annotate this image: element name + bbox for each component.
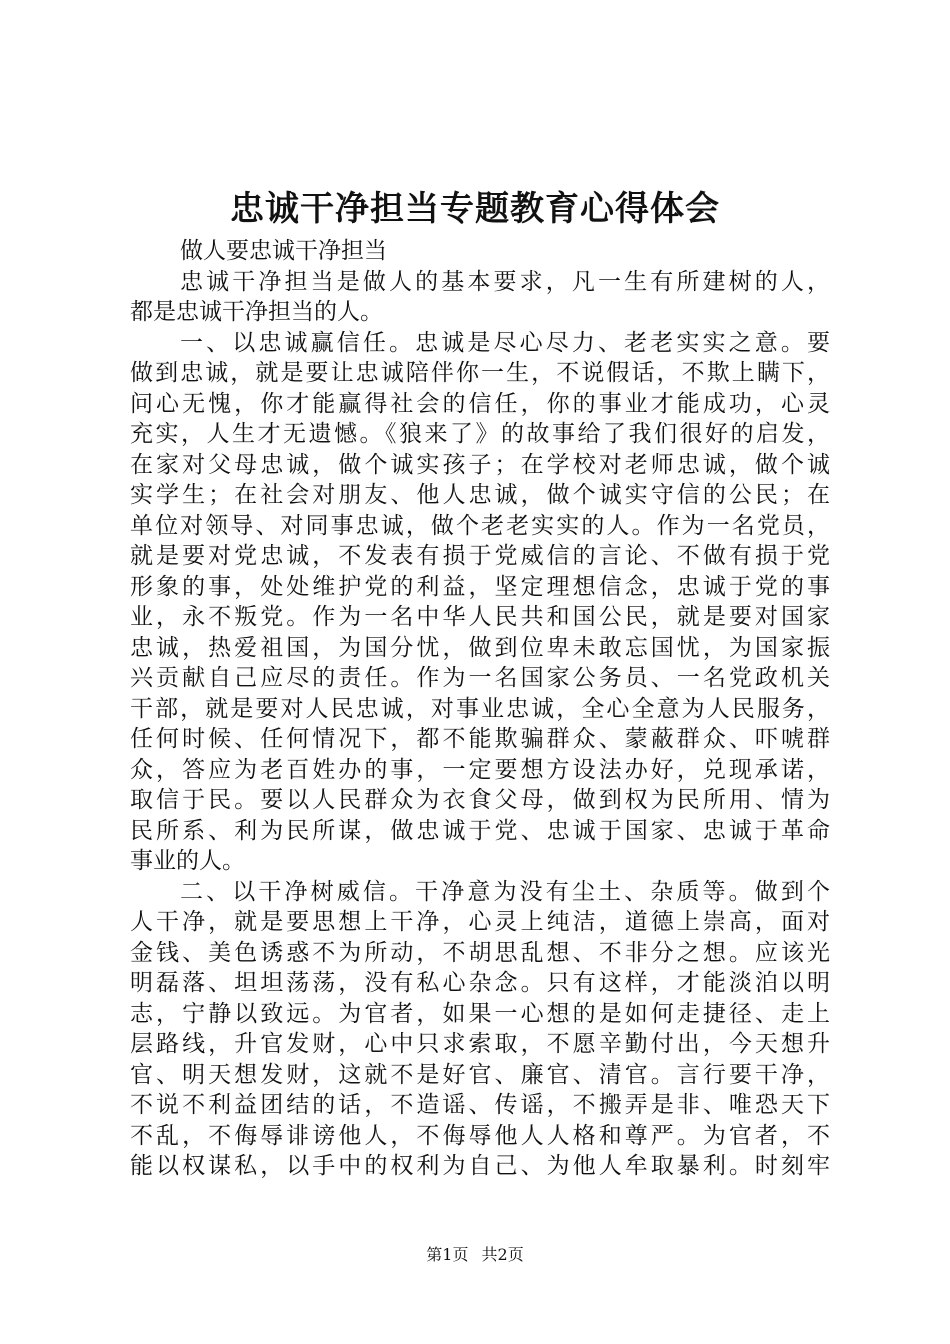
paragraph-line: 都是忠诚干净担当的人。 — [130, 299, 383, 325]
paragraph-line: 事业的人。 — [130, 848, 245, 874]
page-footer — [0, 1244, 950, 1266]
paragraph-line: 实学生；在社会对朋友、他人忠诚，做个诚实守信的公民；在 — [130, 482, 830, 508]
paragraph-line: 兴贡献自己应尽的责任。作为一名国家公务员、一名党政机关 — [130, 665, 830, 691]
paragraph-line: 在家对父母忠诚，做个诚实孩子；在学校对老师忠诚，做个诚 — [130, 451, 830, 478]
paragraph-line: 问心无愧，你才能赢得社会的信任，你的事业才能成功，心灵 — [130, 390, 830, 417]
paragraph-line: 就是要对党忠诚，不发表有损于党威信的言论、不做有损于党 — [130, 543, 830, 569]
paragraph-line: 不乱，不侮辱诽谤他人，不侮辱他人人格和尊严。为官者，不 — [130, 1122, 830, 1149]
paragraph-line: 能以权谋私，以手中的权利为自己、为他人牟取暴利。时刻牢 — [130, 1153, 830, 1179]
paragraph-line: 充实，人生才无遗憾。《狼来了》的故事给了我们很好的启发， — [130, 421, 830, 447]
paragraph-line: 单位对领导、对同事忠诚，做个老老实实的人。作为一名党员， — [130, 512, 830, 539]
document-subtitle: 做人要忠诚干净担当 — [180, 238, 387, 264]
paragraph-line: 不说不利益团结的话，不造谣、传谣，不搬弄是非、唯恐天下 — [130, 1092, 830, 1118]
paragraph — [130, 877, 830, 1182]
paragraph-line: 干部，就是要对人民忠诚，对事业忠诚，全心全意为人民服务， — [130, 695, 830, 722]
paragraph-line: 人干净，就是要思想上干净，心灵上纯洁，道德上崇高，面对 — [130, 909, 830, 935]
document-title: 忠诚干净担当专题教育心得体会 — [230, 189, 720, 229]
paragraph-line: 取信于民。要以人民群众为衣食父母，做到权为民所用、情为 — [130, 787, 830, 813]
paragraph-line: 金钱、美色诱惑不为所动，不胡思乱想、不非分之想。应该光 — [130, 939, 830, 966]
document-body — [130, 236, 830, 1182]
paragraph-line: 明磊落、坦坦荡荡，没有私心杂念。只有这样，才能淡泊以明 — [130, 970, 830, 996]
paragraph-line: 忠诚，热爱祖国，为国分忧，做到位卑未敢忘国忧，为国家振 — [130, 634, 830, 661]
paragraph-line: 任何时候、任何情况下，都不能欺骗群众、蒙蔽群众、吓唬群 — [130, 726, 830, 752]
paragraph-line: 忠诚干净担当是做人的基本要求，凡一生有所建树的人， — [180, 268, 830, 295]
page-number: 第1页 — [426, 1245, 469, 1264]
paragraph-line: 层路线，升官发财，心中只求索取，不愿辛勤付出，今天想升 — [130, 1031, 830, 1057]
page-total: 共2页 — [481, 1245, 524, 1264]
paragraph-line: 众，答应为老百姓办的事，一定要想方设法办好，兑现承诺， — [130, 756, 830, 783]
paragraph-line: 做到忠诚，就是要让忠诚陪伴你一生，不说假话，不欺上瞒下， — [130, 360, 830, 386]
paragraph — [130, 267, 830, 328]
paragraph-line: 一、以忠诚赢信任。忠诚是尽心尽力、老老实实之意。要 — [180, 329, 830, 356]
paragraph-line: 二、以干净树威信。干净意为没有尘土、杂质等。做到个 — [180, 878, 830, 905]
paragraph-line: 官、明天想发财，这就不是好官、廉官、清官。言行要干净， — [130, 1061, 830, 1088]
paragraph — [130, 328, 830, 877]
paragraph-line: 形象的事，处处维护党的利益，坚定理想信念，忠诚于党的事 — [130, 573, 830, 600]
paragraph-line: 志，宁静以致远。为官者，如果一心想的是如何走捷径、走上 — [130, 1000, 830, 1027]
paragraph-line: 民所系、利为民所谋，做忠诚于党、忠诚于国家、忠诚于革命 — [130, 817, 830, 844]
paragraph-line: 业，永不叛党。作为一名中华人民共和国公民，就是要对国家 — [130, 604, 830, 630]
